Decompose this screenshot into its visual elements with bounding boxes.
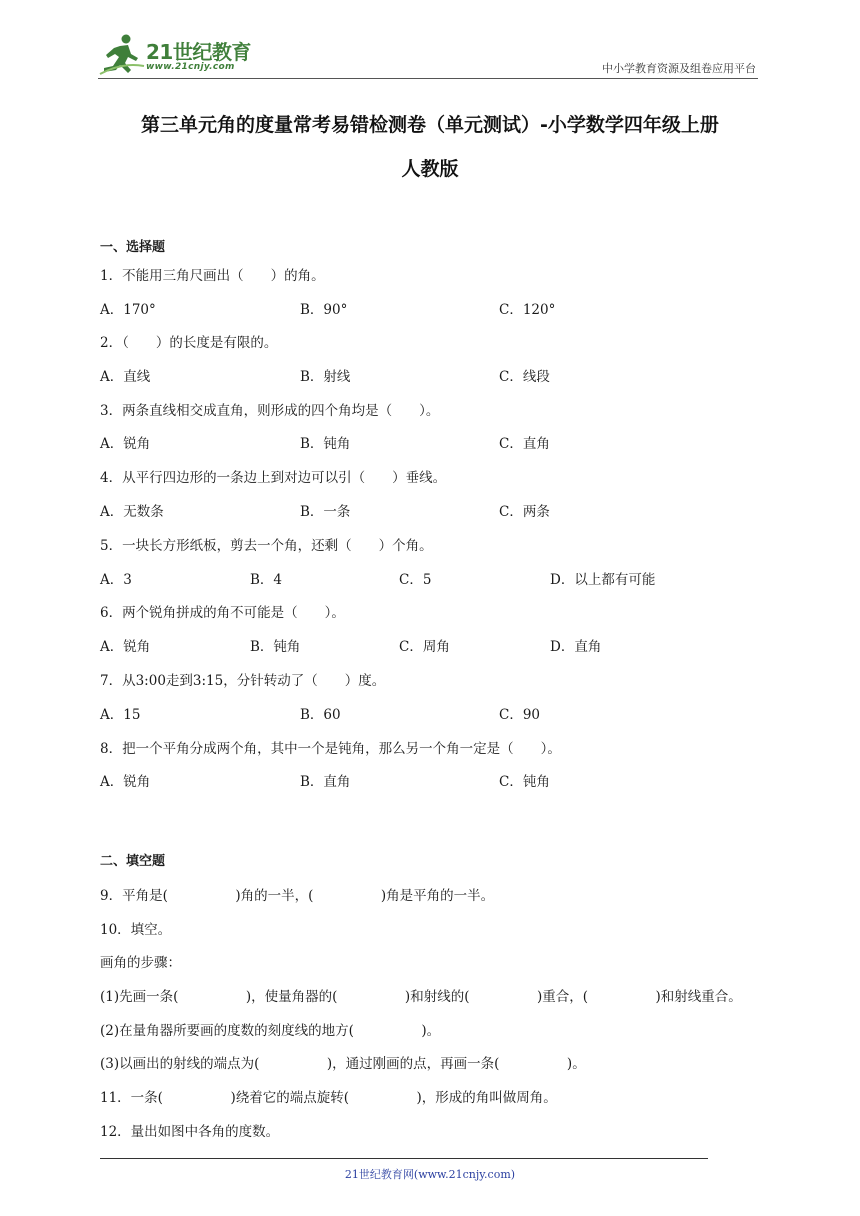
q2-option-c: C．线段 [499, 369, 550, 385]
q4-option-a: A．无数条 [100, 504, 164, 520]
header-divider [98, 78, 758, 79]
footer-divider [100, 1158, 708, 1159]
section1-heading: 一、选择题 [100, 240, 166, 255]
logo-url-text: www.21cnjy.com [146, 62, 235, 72]
question-1: 1．不能用三角尺画出（ ）的角。 [100, 268, 325, 284]
q7-option-b: B．60 [300, 707, 341, 723]
section2-heading: 二、填空题 [100, 854, 166, 869]
q7-option-c: C．90 [499, 707, 541, 723]
drawing-steps-label: 画角的步骤： [100, 955, 181, 971]
q8-option-b: B．直角 [300, 774, 351, 790]
q8-option-c: C．钝角 [499, 774, 550, 790]
question-9: 9．平角是( )角的一半，( )角是平角的一半。 [100, 888, 495, 904]
q1-option-b: B．90° [300, 302, 348, 318]
q4-option-b: B．一条 [300, 504, 351, 520]
question-10: 10．填空。 [100, 922, 172, 938]
q3-option-b: B．钝角 [300, 436, 351, 452]
q6-option-a: A．锐角 [100, 639, 151, 655]
q2-option-b: B．射线 [300, 369, 351, 385]
q5-option-a: A．3 [100, 572, 132, 588]
q4-option-c: C．两条 [499, 504, 550, 520]
q8-option-a: A．锐角 [100, 774, 151, 790]
question-4: 4．从平行四边形的一条边上到对边可以引（ ）垂线。 [100, 470, 447, 486]
question-2: 2．（ ）的长度是有限的。 [100, 335, 278, 351]
question-7: 7．从3:00走到3:15，分针转动了（ ）度。 [100, 673, 386, 689]
q2-option-a: A．直线 [100, 369, 151, 385]
page-header [98, 30, 758, 80]
question-11: 11．一条( )绕着它的端点旋转( )，形成的角叫做周角。 [100, 1090, 557, 1106]
q5-option-d: D．以上都有可能 [550, 572, 656, 588]
step-1: (1)先画一条( )，使量角器的( )和射线的( )重合，( )和射线重合。 [100, 989, 742, 1005]
question-6: 6．两个锐角拼成的角不可能是（ ）。 [100, 605, 345, 621]
question-8: 8．把一个平角分成两个角，其中一个是钝角，那么另一个角一定是（ ）。 [100, 741, 561, 757]
step-2: (2)在量角器所要画的度数的刻度线的地方( )。 [100, 1023, 441, 1039]
q6-option-d: D．直角 [550, 639, 602, 655]
q6-option-c: C．周角 [399, 639, 450, 655]
q3-option-c: C．直角 [499, 436, 550, 452]
page-title-line1: 第三单元角的度量常考易错检测卷（单元测试）-小学数学四年级上册 [141, 114, 719, 136]
q6-option-b: B．钝角 [250, 639, 301, 655]
q1-option-a: A．170° [100, 302, 156, 318]
q5-option-c: C．5 [399, 572, 432, 588]
q7-option-a: A．15 [100, 707, 141, 723]
page-title-line2: 人教版 [401, 158, 459, 180]
q3-option-a: A．锐角 [100, 436, 151, 452]
footer-text: 21世纪教育网(www.21cnjy.com) [344, 1168, 516, 1181]
question-5: 5．一块长方形纸板，剪去一个角，还剩（ ）个角。 [100, 538, 433, 554]
runner-logo-icon [98, 32, 146, 76]
site-logo [98, 32, 268, 78]
step-3: (3)以画出的射线的端点为( )，通过刚画的点，再画一条( )。 [100, 1056, 586, 1072]
logo-brand-text: 21世纪教育 [146, 40, 251, 64]
question-3: 3．两条直线相交成直角，则形成的四个角均是（ ）。 [100, 403, 440, 419]
q5-option-b: B．4 [250, 572, 283, 588]
q1-option-c: C．120° [499, 302, 556, 318]
question-12: 12．量出如图中各角的度数。 [100, 1124, 280, 1140]
header-platform-text: 中小学教育资源及组卷应用平台 [602, 62, 756, 75]
